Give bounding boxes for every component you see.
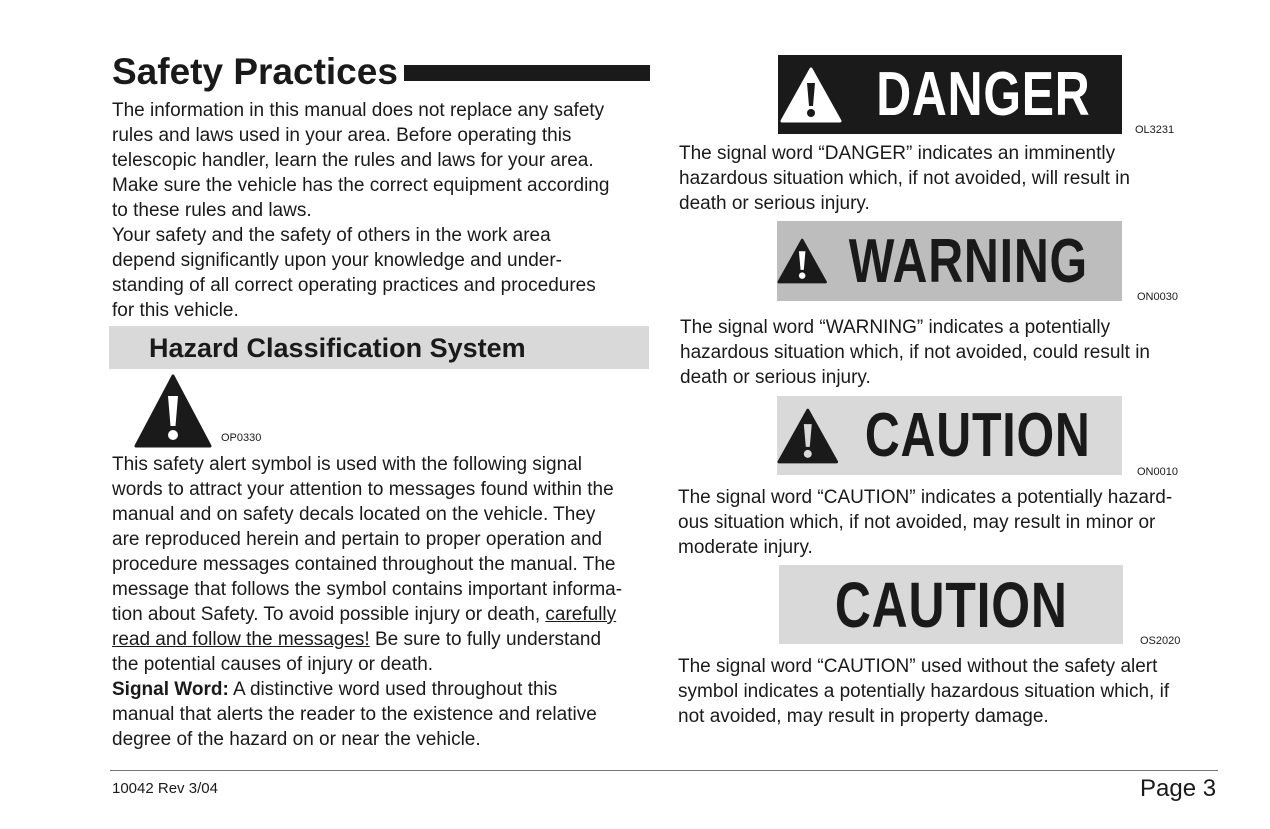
- danger-word: DANGER: [875, 60, 1091, 129]
- warning-triangle-icon: [780, 67, 842, 123]
- doc-reference: 10042 Rev 3/04: [112, 780, 218, 797]
- caution-code: ON0010: [1137, 466, 1178, 478]
- caution-banner: [777, 396, 1122, 475]
- caution-plain-banner: [779, 565, 1123, 644]
- symbol-text-2: Be sure to fully understand the potential causes of injury or death.: [112, 629, 602, 675]
- caution-plain-word: CAUTION: [834, 568, 1068, 641]
- warning-triangle-icon: [134, 374, 212, 448]
- caution-plain-code: OS2020: [1140, 635, 1181, 647]
- signal-word-text: A distinctive word used throughout this manual that alerts the reader to the existence and relative degree of the hazard on or near the vehicle.: [112, 679, 597, 750]
- footer-rule: [110, 770, 1218, 771]
- symbol-text-underlined-a: carefully: [545, 604, 617, 625]
- page-title: Safety Practices: [112, 51, 398, 92]
- page-number: Page 3: [1140, 775, 1217, 802]
- warning-triangle-icon: [777, 408, 839, 464]
- danger-banner: [778, 55, 1122, 134]
- warning-triangle-icon: [777, 233, 827, 289]
- intro-paragraph: The information in this manual does not replace any safety rules and laws used in your area. Before operating this telescopic handler, learn the rules and laws for your area. Make sure the vehicle has the correct equipment according to these rules and laws. Your safety and the safety of others in the work area depend significantly upon your knowledge and under- standing of all correct operating practices and procedures for this vehicle.: [112, 100, 610, 321]
- warning-code: ON0030: [1137, 291, 1178, 303]
- symbol-text-1: This safety alert symbol is used with the following signal words to attract your attention to messages found within the manual and on safety decals located on the vehicle. They are reproduced herein and pertain to proper operation and procedure messages contained throughout the manual. The message that follows the symbol contains important informa- tion about Safety. To avoid possible injury or death,: [112, 454, 623, 625]
- section-header: [109, 326, 649, 369]
- warning-text: The signal word “WARNING” indicates a potentially hazardous situation which, if not avoided, could result in death or serious injury.: [680, 317, 1150, 388]
- alert-symbol-code: OP0330: [221, 432, 262, 444]
- warning-word: WARNING: [849, 226, 1089, 296]
- section-title: Hazard Classification System: [149, 333, 526, 363]
- warning-banner: [777, 221, 1122, 301]
- symbol-text-underlined-b: read and follow the messages!: [112, 629, 370, 650]
- symbol-description: [112, 452, 657, 752]
- title-rule: [404, 65, 650, 81]
- danger-text: The signal word “DANGER” indicates an imminently hazardous situation which, if not avoided, will result in death or serious injury.: [679, 143, 1130, 214]
- signal-word-label: Signal Word:: [112, 679, 229, 700]
- caution-plain-text: The signal word “CAUTION” used without the safety alert symbol indicates a potentially hazardous situation which, if not avoided, may result in property damage.: [678, 656, 1170, 727]
- caution-word: CAUTION: [864, 401, 1091, 470]
- caution-text: The signal word “CAUTION” indicates a potentially hazard- ous situation which, if not avoided, may result in minor or moderate injury.: [678, 487, 1173, 558]
- danger-code: OL3231: [1135, 124, 1175, 136]
